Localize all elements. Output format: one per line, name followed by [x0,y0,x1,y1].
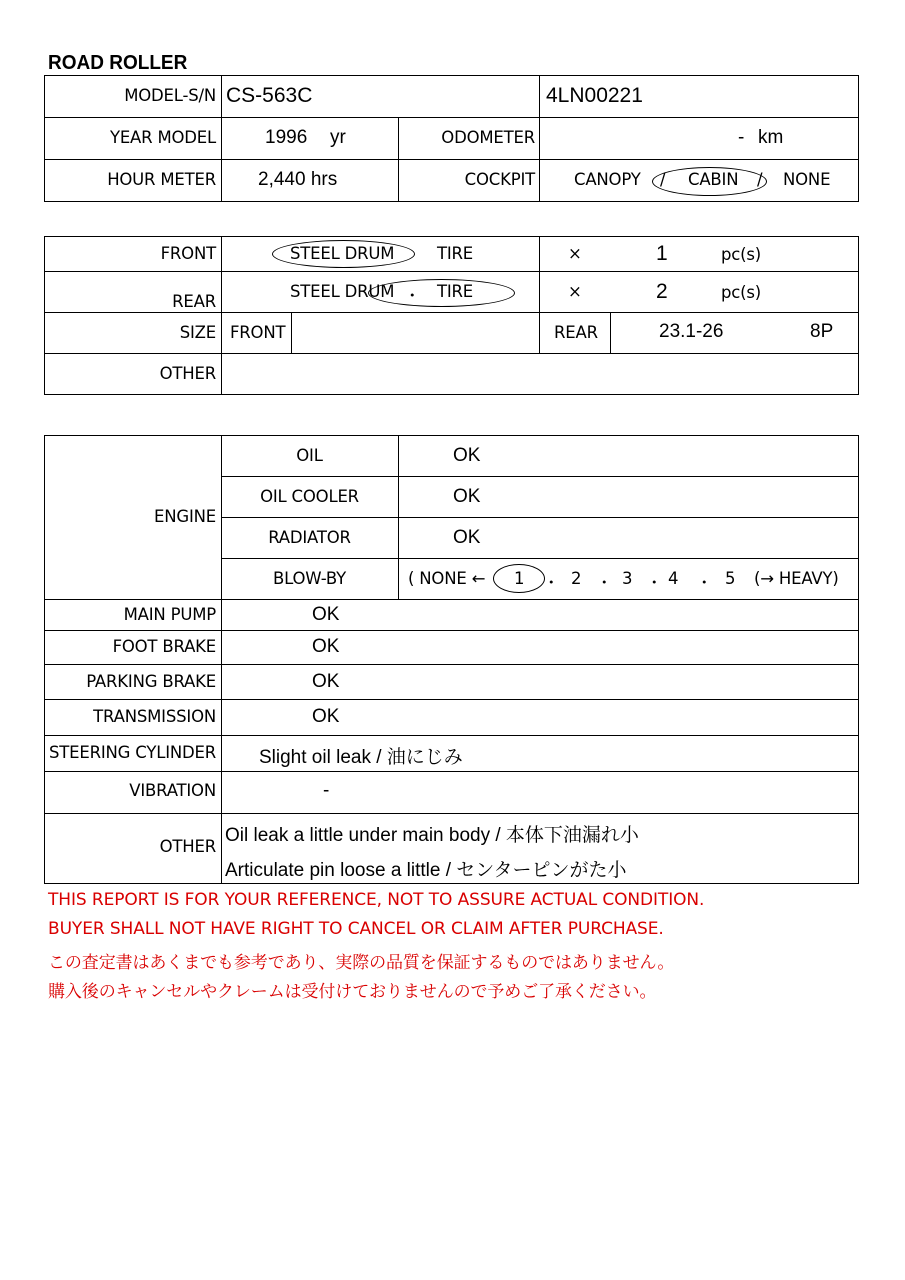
odometer-label: ODOMETER [441,128,535,147]
engine-oil-cooler-label: OIL COOLER [260,487,359,506]
cockpit-separator: / [757,170,763,189]
blowby-scale-1: 1 [514,569,525,588]
rear-unit: pc(s) [721,283,762,302]
cockpit-option-none: NONE [783,170,831,189]
blowby-scale-dot: ・ [696,573,713,592]
rear-times: × [568,282,582,301]
disclaimer-line-4: 購入後のキャンセルやクレームは受付けておりませんので予めご了承ください。 [48,982,657,1002]
rear-option-separator: ・ [404,286,421,305]
disclaimer-line-2: BUYER SHALL NOT HAVE RIGHT TO CANCEL OR CLAIM AFTER PURCHASE. [48,919,664,939]
size-front-label: FRONT [230,323,286,342]
blowby-scale-none: ( NONE ← [408,569,486,588]
blowby-scale-2: 2 [571,569,582,588]
hour-meter-label: HOUR METER [107,170,216,189]
rear-label: REAR [172,292,216,311]
main-pump-value: OK [312,604,340,625]
engine-radiator-value: OK [453,527,481,548]
engine-oil-cooler-value: OK [453,486,481,507]
vibration-value: - [323,780,330,801]
inspection-other-label: OTHER [159,837,216,856]
blowby-scale-heavy: (→ HEAVY) [754,569,839,588]
front-option-tire: TIRE [437,244,474,263]
engine-radiator-label: RADIATOR [268,528,351,547]
size-rear-value: 23.1-26 [659,321,724,342]
odometer-value: - [738,127,745,148]
foot-brake-value: OK [312,636,340,657]
vibration-label: VIBRATION [129,781,216,800]
model-sn-label: MODEL-S/N [124,86,216,105]
cockpit-option-cabin: CABIN [688,170,739,189]
parking-brake-label: PARKING BRAKE [86,672,216,691]
front-selected-circle [272,240,415,268]
disclaimer-line-1: THIS REPORT IS FOR YOUR REFERENCE, NOT TO ASSURE ACTUAL CONDITION. [48,890,705,910]
size-label: SIZE [179,323,216,342]
blowby-scale-dot: ・ [596,573,613,592]
hour-meter-value: 2,440 hrs [258,169,338,190]
transmission-value: OK [312,706,340,727]
blowby-scale-3: 3 [622,569,633,588]
page-title: ROAD ROLLER [48,52,188,74]
engine-oil-value: OK [453,445,481,466]
inspection-table [44,435,859,884]
rear-selected-circle [368,279,515,307]
blowby-scale-5: 5 [725,569,736,588]
year-model-label: YEAR MODEL [109,128,216,147]
rear-option-tire: TIRE [437,282,474,301]
wheels-other-label: OTHER [159,364,216,383]
size-rear-ply: 8P [810,321,834,342]
year-value: 1996 [265,127,308,148]
inspection-other-line-2: Articulate pin loose a little / センターピンがた小 [225,860,627,881]
engine-oil-label: OIL [296,446,323,465]
cockpit-option-canopy: CANOPY [574,170,641,189]
cockpit-selected-circle [652,167,767,196]
year-unit: yr [330,127,346,148]
size-rear-label: REAR [554,323,598,342]
foot-brake-label: FOOT BRAKE [112,637,216,656]
engine-label: ENGINE [154,507,216,526]
disclaimer-line-3: この査定書はあくまでも参考であり、実際の品質を保証するものではありません。 [48,953,675,973]
front-label: FRONT [160,244,216,263]
transmission-label: TRANSMISSION [93,707,216,726]
blowby-scale-dot: ・ [543,573,560,592]
rear-count: 2 [656,280,668,303]
rear-option-steel-drum: STEEL DRUM [290,282,395,301]
blowby-scale-4: 4 [668,569,679,588]
blowby-scale-dot: ・ [646,573,663,592]
front-times: × [568,244,582,263]
engine-blowby-label: BLOW-BY [272,569,347,588]
front-option-steel-drum: STEEL DRUM [290,244,395,263]
model-value: CS-563C [226,84,313,107]
steering-cylinder-label: STEERING CYLINDER [48,743,216,762]
cockpit-separator: / [660,170,666,189]
front-count: 1 [656,242,668,265]
serial-value: 4LN00221 [546,84,643,107]
inspection-other-line-1: Oil leak a little under main body / 本体下油漏れ小 [225,825,639,846]
front-unit: pc(s) [721,245,762,264]
parking-brake-value: OK [312,671,340,692]
main-pump-label: MAIN PUMP [123,605,216,624]
odometer-unit: km [758,127,784,148]
steering-cylinder-value: Slight oil leak / 油にじみ [259,747,463,768]
cockpit-label: COCKPIT [464,170,535,189]
blowby-selected-circle [493,564,545,593]
